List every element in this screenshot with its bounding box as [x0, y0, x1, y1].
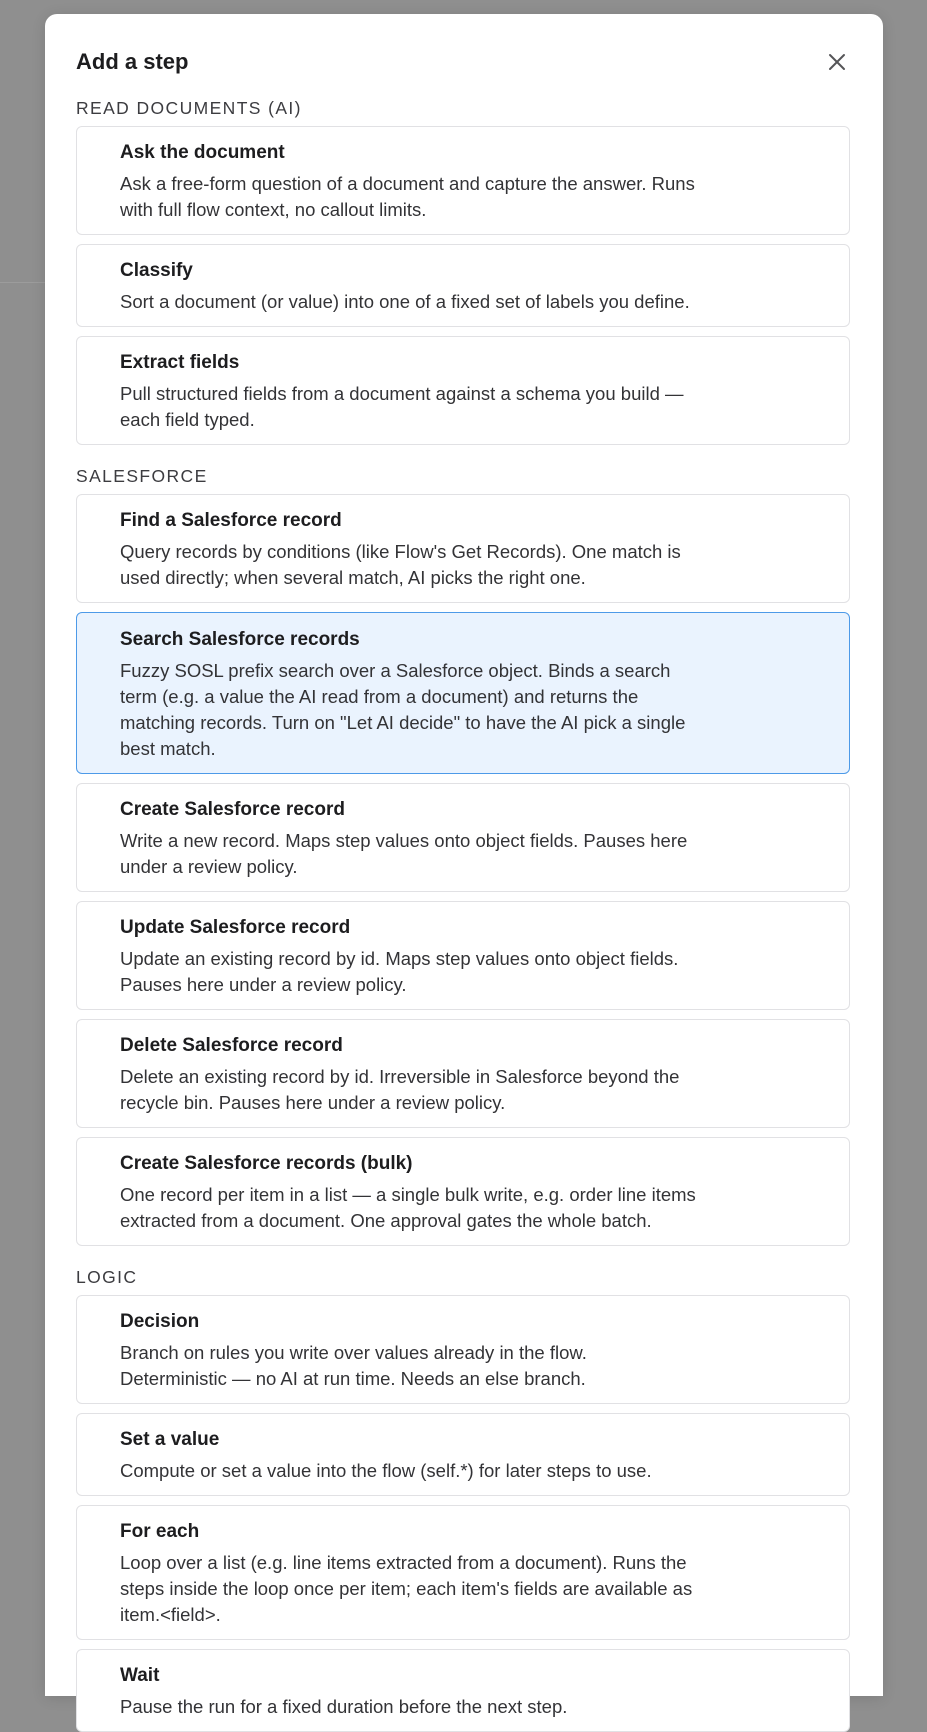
section-heading-read-documents: READ DOCUMENTS (AI): [76, 98, 302, 118]
step-delete-salesforce-record[interactable]: [76, 1019, 850, 1128]
backdrop-divider: [0, 282, 45, 283]
step-description: Write a new record. Maps step values onto object fields. Pauses here under a review policy.: [120, 830, 688, 877]
section-heading-salesforce: SALESFORCE: [76, 466, 208, 486]
step-title: Classify: [120, 260, 193, 281]
step-title: Create Salesforce records (bulk): [120, 1153, 413, 1174]
dialog-title: Add a step: [76, 49, 189, 74]
step-title: Ask the document: [120, 142, 285, 163]
step-description: Pull structured fields from a document against a schema you build — each field typed.: [120, 383, 684, 430]
section-heading-logic: LOGIC: [76, 1267, 138, 1287]
step-title: Decision: [120, 1311, 200, 1332]
read-documents-step-list: [76, 126, 851, 445]
step-find-salesforce-record[interactable]: [76, 494, 850, 603]
dialog-header: [76, 48, 851, 88]
step-create-salesforce-record[interactable]: [76, 783, 850, 892]
add-step-dialog: [45, 14, 883, 1717]
step-set-a-value[interactable]: [76, 1413, 850, 1496]
step-description: Fuzzy SOSL prefix search over a Salesforce object. Binds a search term (e.g. a value the AI read from a document) and returns the matching records. Turn on "Let AI decide" to have the AI pick a single best match.: [120, 660, 686, 759]
step-for-each[interactable]: [76, 1505, 850, 1640]
step-wait[interactable]: [76, 1649, 850, 1732]
step-title: Create Salesforce record: [120, 799, 345, 820]
step-decision[interactable]: [76, 1295, 850, 1404]
step-create-salesforce-records-bulk[interactable]: [76, 1137, 850, 1246]
step-description: Loop over a list (e.g. line items extracted from a document). Runs the steps inside the loop once per item; each item's fields are available as item.<field>.: [120, 1552, 693, 1625]
step-description: Pause the run for a fixed duration before the next step.: [120, 1696, 568, 1717]
step-description: Branch on rules you write over values already in the flow. Deterministic — no AI at run time. Needs an else branch.: [120, 1342, 587, 1389]
step-description: One record per item in a list — a single bulk write, e.g. order line items extracted from a document. One approval gates the whole batch.: [120, 1184, 696, 1231]
step-description: Delete an existing record by id. Irreversible in Salesforce beyond the recycle bin. Pauses here under a review policy.: [120, 1066, 680, 1113]
step-title: Find a Salesforce record: [120, 510, 342, 531]
close-button[interactable]: [823, 48, 851, 76]
step-description: Query records by conditions (like Flow's Get Records). One match is used directly; when several match, AI picks the right one.: [120, 541, 681, 588]
step-title: Delete Salesforce record: [120, 1035, 343, 1056]
step-title: Update Salesforce record: [120, 917, 351, 938]
step-title: Wait: [120, 1665, 160, 1686]
step-title: Set a value: [120, 1429, 220, 1450]
close-icon: [827, 52, 847, 72]
salesforce-step-list: [76, 494, 851, 1246]
step-search-salesforce-records[interactable]: [76, 612, 850, 774]
step-title: Extract fields: [120, 352, 240, 373]
step-description: Compute or set a value into the flow (self.*) for later steps to use.: [120, 1460, 652, 1481]
step-description: Ask a free-form question of a document and capture the answer. Runs with full flow context, no callout limits.: [120, 173, 695, 220]
step-extract-fields[interactable]: [76, 336, 850, 445]
step-ask-the-document[interactable]: [76, 126, 850, 235]
logic-step-list: [76, 1295, 851, 1732]
step-title: Search Salesforce records: [120, 629, 360, 650]
step-description: Update an existing record by id. Maps step values onto object fields. Pauses here under a review policy.: [120, 948, 679, 995]
step-update-salesforce-record[interactable]: [76, 901, 850, 1010]
step-title: For each: [120, 1521, 200, 1542]
step-description: Sort a document (or value) into one of a fixed set of labels you define.: [120, 291, 690, 312]
step-classify[interactable]: [76, 244, 850, 327]
